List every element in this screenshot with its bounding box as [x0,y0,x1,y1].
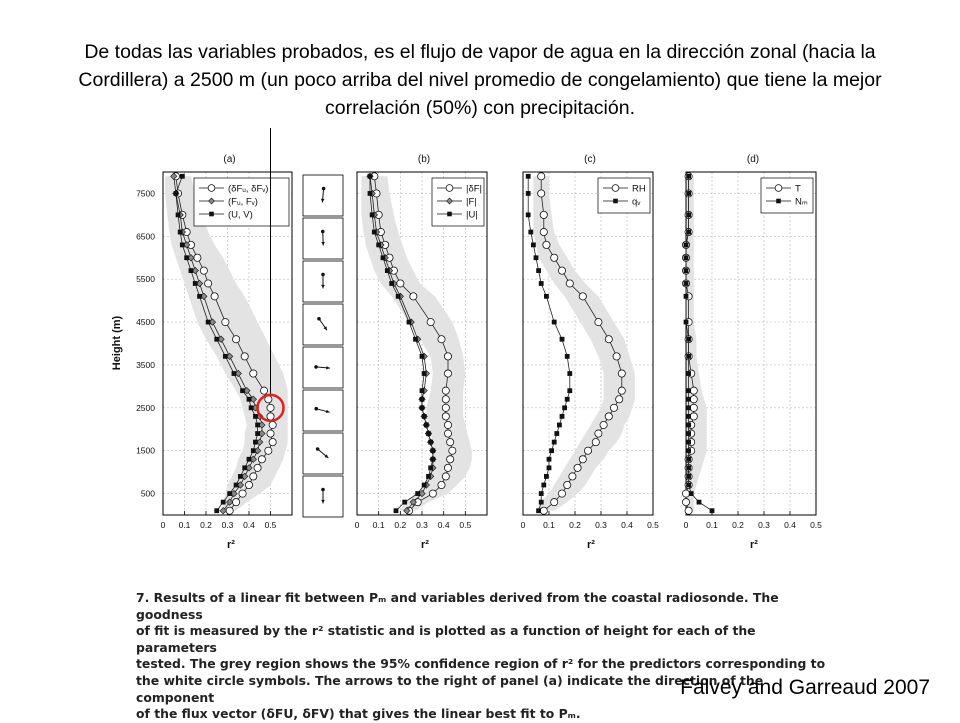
data-point [253,414,258,419]
data-point [444,464,451,471]
x-tick-label: 0.5 [459,520,471,530]
data-point [415,491,420,496]
y-tick-label: 3500 [136,360,155,370]
data-point [389,281,394,286]
data-point [684,242,689,247]
legend-marker [447,212,452,217]
data-point [180,174,185,179]
data-point [686,483,691,488]
x-axis-label: r² [421,539,429,551]
legend-label: (Fᵤ, Fᵥ) [228,197,258,208]
legend-marker [208,185,215,192]
data-point [605,413,612,420]
data-point [710,508,715,513]
arrow-origin-dot [321,488,325,492]
data-point [540,507,547,514]
data-point [267,404,274,411]
data-point [189,268,194,273]
y-tick-label: 500 [141,489,155,499]
data-point [267,413,274,420]
x-tick-label: 0 [355,520,360,530]
data-point [682,490,689,497]
panel-label: (c) [584,154,596,165]
data-point [223,354,228,359]
data-point [697,500,702,505]
data-point [557,423,562,428]
data-point [269,421,276,428]
data-point [560,337,565,342]
data-point [427,318,434,325]
legend-label: |F| [466,197,477,208]
data-point [247,457,252,462]
data-point [176,212,181,217]
x-tick-label: 0.4 [438,520,450,530]
data-point [226,507,233,514]
slide-title: De todas las variables probados, es el flujo de vapor de agua en la dirección zonal (hacia la Cordillera) a 2500 m (un poco arriba del nivel promedio de congelamiento) que tiene la mejor correlación (50%) con precipitación. [40,38,920,122]
data-point [442,413,449,420]
data-point [430,457,435,462]
data-point [558,267,565,274]
data-point [449,447,456,454]
data-point [543,241,550,248]
data-point [394,508,399,513]
data-point [562,405,567,410]
data-point [227,491,232,496]
data-point [686,457,691,462]
data-point [442,387,449,394]
data-point [552,320,557,325]
data-point [564,481,571,488]
arrow-origin-dot [321,230,325,234]
data-point [686,405,691,410]
x-tick-label: 0 [161,520,166,530]
data-point [539,500,544,505]
data-point [370,212,375,217]
figure-caption [136,590,826,723]
x-tick-label: 0 [684,520,689,530]
data-point [447,456,454,463]
data-point [368,174,373,179]
data-point [233,336,240,343]
data-point [232,371,237,376]
data-point [214,337,219,342]
data-point [595,318,602,325]
data-point [269,439,276,446]
data-point [689,491,694,496]
data-point [690,404,697,411]
data-point [180,242,185,247]
data-point [584,447,591,454]
arrow-origin-dot [314,407,318,411]
data-point [682,499,689,506]
legend-marker [209,212,214,217]
data-point [397,280,404,287]
legend-label: RH [632,184,646,195]
panel-label: (a) [223,154,235,165]
data-point [547,457,552,462]
legend-marker [775,185,782,192]
data-point [426,474,431,479]
caption-line: tested. The grey region shows the 95% confidence region of r² for the predictors corresponding to [136,656,826,673]
data-point [442,473,449,480]
x-tick-label: 0.2 [394,520,406,530]
data-point [205,280,212,287]
data-point [536,268,541,273]
data-point [554,431,559,436]
data-point [551,254,558,261]
x-tick-label: 0.5 [647,520,659,530]
data-point [422,414,427,419]
x-tick-label: 0.2 [200,520,212,530]
data-point [447,439,454,446]
data-point [233,499,240,506]
data-point [372,230,377,235]
data-point [240,388,245,393]
x-axis-label: r² [227,539,235,551]
x-tick-label: 0.4 [243,520,255,530]
arrow-origin-dot [314,365,318,369]
y-axis-label: Height (m) [111,315,123,370]
data-point [544,474,549,479]
data-point [255,423,260,428]
data-point [254,464,261,471]
data-point [684,320,689,325]
data-point [541,483,546,488]
data-point [267,430,274,437]
data-point [241,353,248,360]
data-point [255,431,260,436]
data-point [618,387,625,394]
data-point [197,294,202,299]
panel-label: (b) [418,154,430,165]
data-point [239,490,246,497]
legend-label: |δF| [466,184,482,195]
data-point [251,448,256,453]
data-point [539,491,544,496]
legend-label: qᵥ [632,197,641,208]
x-tick-label: 0.3 [416,520,428,530]
data-point [265,447,272,454]
x-axis-label: r² [587,539,595,551]
y-tick-label: 4500 [136,317,155,327]
data-point [560,414,565,419]
data-point [422,371,427,376]
data-point [245,481,252,488]
data-point [565,397,570,402]
data-point [428,465,433,470]
data-point [444,430,451,437]
panel-frame [686,172,816,515]
data-point [430,448,435,453]
data-point [684,281,689,286]
data-point [381,255,386,260]
data-point [178,230,183,235]
y-tick-label: 6500 [136,231,155,241]
arrow-origin-dot [321,273,325,277]
data-point [428,440,433,445]
data-point [686,191,691,196]
arrow-origin-dot [322,187,326,191]
data-point [567,371,572,376]
x-tick-label: 0.5 [810,520,822,530]
data-point [442,396,449,403]
x-axis-label: r² [750,539,758,551]
data-point [686,212,691,217]
data-point [686,388,691,393]
data-point [368,191,373,196]
data-point [540,211,547,218]
data-point [420,388,425,393]
caption-line: of the flux vector (δFU, δFV) that gives the linear best fit to Pₘ. [136,706,826,723]
data-point [610,404,617,411]
data-point [686,414,691,419]
data-point [250,473,257,480]
data-point [686,397,691,402]
data-point [549,448,554,453]
data-point [249,405,254,410]
data-point [567,388,572,393]
data-point [376,242,381,247]
y-tick-label: 2500 [136,403,155,413]
data-point [253,440,258,445]
data-point [686,465,691,470]
data-point [686,230,691,235]
data-point [539,281,544,286]
data-point [690,396,697,403]
data-point [526,191,531,196]
data-point [613,353,620,360]
data-point [184,255,189,260]
data-point [592,439,599,446]
data-point [605,336,612,343]
x-tick-label: 0.1 [179,520,191,530]
legend-marker [446,185,453,192]
x-tick-label: 0.5 [265,520,277,530]
data-point [579,293,586,300]
x-tick-label: 0.1 [373,520,385,530]
data-point [174,191,179,196]
legend-label: (δFᵤ, δFᵥ) [228,184,268,195]
data-point [444,421,451,428]
x-tick-label: 0 [521,520,526,530]
x-tick-label: 0.1 [543,520,555,530]
legend-label: Nₘ [795,197,808,208]
data-point [531,242,536,247]
data-point [438,336,445,343]
data-point [558,490,565,497]
data-point [565,354,570,359]
data-point [444,353,451,360]
data-point [526,174,531,179]
data-point [442,404,449,411]
data-point [206,320,211,325]
data-point [413,337,418,342]
legend-marker [613,199,618,204]
data-point [444,370,451,377]
data-point [534,255,539,260]
data-point [410,293,417,300]
data-point [686,423,691,428]
data-point [579,456,586,463]
data-point [686,431,691,436]
y-tick-label: 7500 [136,188,155,198]
citation: Falvey and Garreaud 2007 [680,676,930,700]
data-point [686,174,691,179]
data-point [424,423,429,428]
data-point [569,473,576,480]
data-point [242,465,247,470]
data-point [690,387,697,394]
legend-label: T [795,184,801,195]
data-point [438,481,445,488]
x-tick-label: 0.1 [706,520,718,530]
data-point [686,371,691,376]
data-point [193,281,198,286]
data-point [538,190,545,197]
arrow-origin-dot [317,317,321,321]
data-point [221,500,226,505]
data-point [684,268,689,273]
x-tick-label: 0.2 [732,520,744,530]
x-tick-label: 0.4 [784,520,796,530]
legend-box [761,178,813,213]
data-point [260,387,267,394]
data-point [618,370,625,377]
data-point [566,280,573,287]
data-point [420,397,425,402]
data-point [420,405,425,410]
x-tick-label: 0.3 [222,520,234,530]
data-point [536,508,541,513]
data-point [552,440,557,445]
arrow-origin-dot [316,447,320,451]
data-point [247,397,252,402]
x-tick-label: 0.3 [595,520,607,530]
legend-marker [612,185,619,192]
data-point [574,464,581,471]
data-point [551,499,558,506]
data-point [595,430,602,437]
data-point [426,431,431,436]
caption-line: of fit is measured by the r² statistic and is plotted as a function of height for each of the parameters [136,623,826,656]
legend-marker [776,199,781,204]
data-point [686,337,691,342]
data-point [429,490,436,497]
legend-label: |U| [466,210,478,221]
y-tick-label: 5500 [136,274,155,284]
data-point [200,267,207,274]
data-point [685,507,692,514]
data-point [686,474,691,479]
data-point [538,173,545,180]
data-point [616,396,623,403]
data-point [422,483,427,488]
data-point [686,448,691,453]
caption-line: the white circle symbols. The arrows to the right of panel (a) indicate the direction of the component [136,673,826,706]
data-point [402,500,407,505]
confidence-band [361,176,472,510]
data-point [600,421,607,428]
data-point [690,413,697,420]
data-point [528,230,533,235]
data-point [211,293,218,300]
data-point [407,320,412,325]
x-tick-label: 0.2 [569,520,581,530]
data-point [544,294,549,299]
legend-label: (U, V) [228,210,253,221]
data-point [684,294,689,299]
x-tick-label: 0.4 [621,520,633,530]
data-point [385,268,390,273]
data-point [258,456,265,463]
data-point [222,318,229,325]
data-point [194,254,201,261]
caption-line: 7. Results of a linear fit between Pₘ and variables derived from the coastal radiosonde. The goodness [136,590,826,623]
panel-label: (d) [747,154,759,165]
data-point [540,228,547,235]
data-point [526,212,531,217]
data-point [396,294,401,299]
data-point [686,440,691,445]
data-point [684,255,689,260]
data-point [238,474,243,479]
x-tick-label: 0.3 [758,520,770,530]
data-point [420,354,425,359]
data-point [234,483,239,488]
y-tick-label: 1500 [136,446,155,456]
data-point [214,508,219,513]
data-point [547,465,552,470]
data-point [250,370,257,377]
confidence-band [165,176,288,510]
data-point [686,354,691,359]
